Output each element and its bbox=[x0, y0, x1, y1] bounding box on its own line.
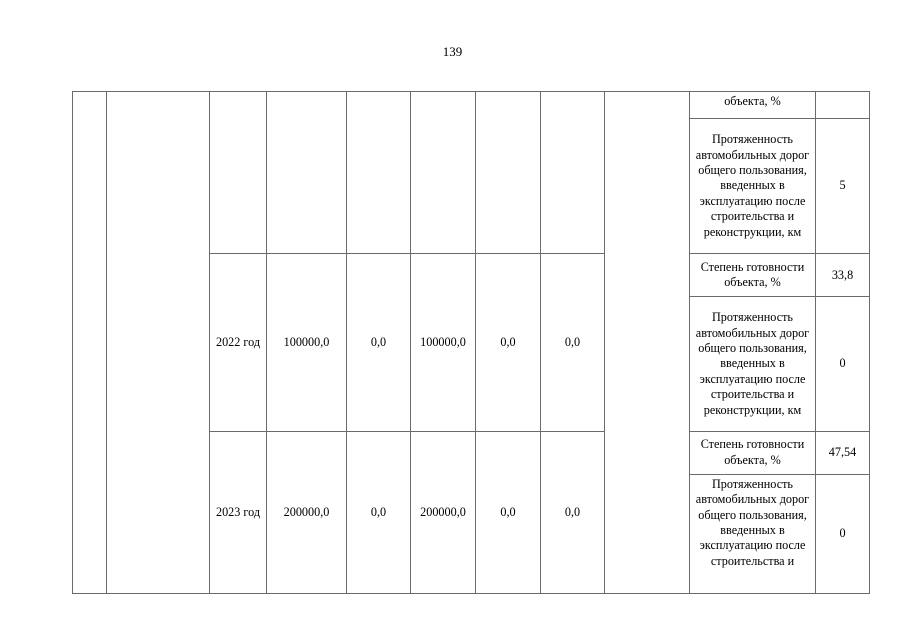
indicator-value: 0 bbox=[816, 474, 870, 593]
number-cell bbox=[73, 92, 107, 594]
year-cell bbox=[210, 92, 267, 254]
regional-cell: 100000,0 bbox=[411, 254, 476, 431]
local-cell: 0,0 bbox=[476, 254, 541, 431]
indicator-value bbox=[816, 92, 870, 119]
table-row bbox=[73, 92, 870, 119]
federal-cell: 0,0 bbox=[347, 254, 411, 431]
other-cell bbox=[541, 92, 605, 254]
indicator-value: 5 bbox=[816, 119, 870, 254]
indicator-name: Протяженность автомобильных дорог общего пользования, введенных в эксплуатацию после строительства и реконструкции, км bbox=[690, 297, 816, 431]
total-cell: 200000,0 bbox=[267, 431, 347, 593]
year-cell: 2023 год bbox=[210, 431, 267, 593]
local-cell bbox=[476, 92, 541, 254]
budget-table bbox=[72, 91, 870, 594]
federal-cell: 0,0 bbox=[347, 431, 411, 593]
object-name-cell bbox=[107, 92, 210, 594]
local-cell: 0,0 bbox=[476, 431, 541, 593]
other-cell: 0,0 bbox=[541, 431, 605, 593]
indicator-name: Протяженность автомобильных дорог общего пользования, введенных в эксплуатацию после строительства и bbox=[690, 474, 816, 593]
indicator-name: Степень готовности объекта, % bbox=[690, 254, 816, 297]
page-number: 139 bbox=[442, 44, 463, 59]
regional-cell: 200000,0 bbox=[411, 431, 476, 593]
year-cell: 2022 год bbox=[210, 254, 267, 431]
regional-cell bbox=[411, 92, 476, 254]
total-cell: 100000,0 bbox=[267, 254, 347, 431]
other-cell: 0,0 bbox=[541, 254, 605, 431]
indicator-value: 47,54 bbox=[816, 431, 870, 474]
total-cell bbox=[267, 92, 347, 254]
indicator-value: 0 bbox=[816, 297, 870, 431]
executor-cell bbox=[605, 92, 690, 594]
indicator-name: Степень готовности объекта, % bbox=[690, 431, 816, 474]
indicator-name: объекта, % bbox=[690, 92, 816, 119]
federal-cell bbox=[347, 92, 411, 254]
indicator-value: 33,8 bbox=[816, 254, 870, 297]
indicator-name: Протяженность автомобильных дорог общего пользования, введенных в эксплуатацию после строительства и реконструкции, км bbox=[690, 119, 816, 254]
